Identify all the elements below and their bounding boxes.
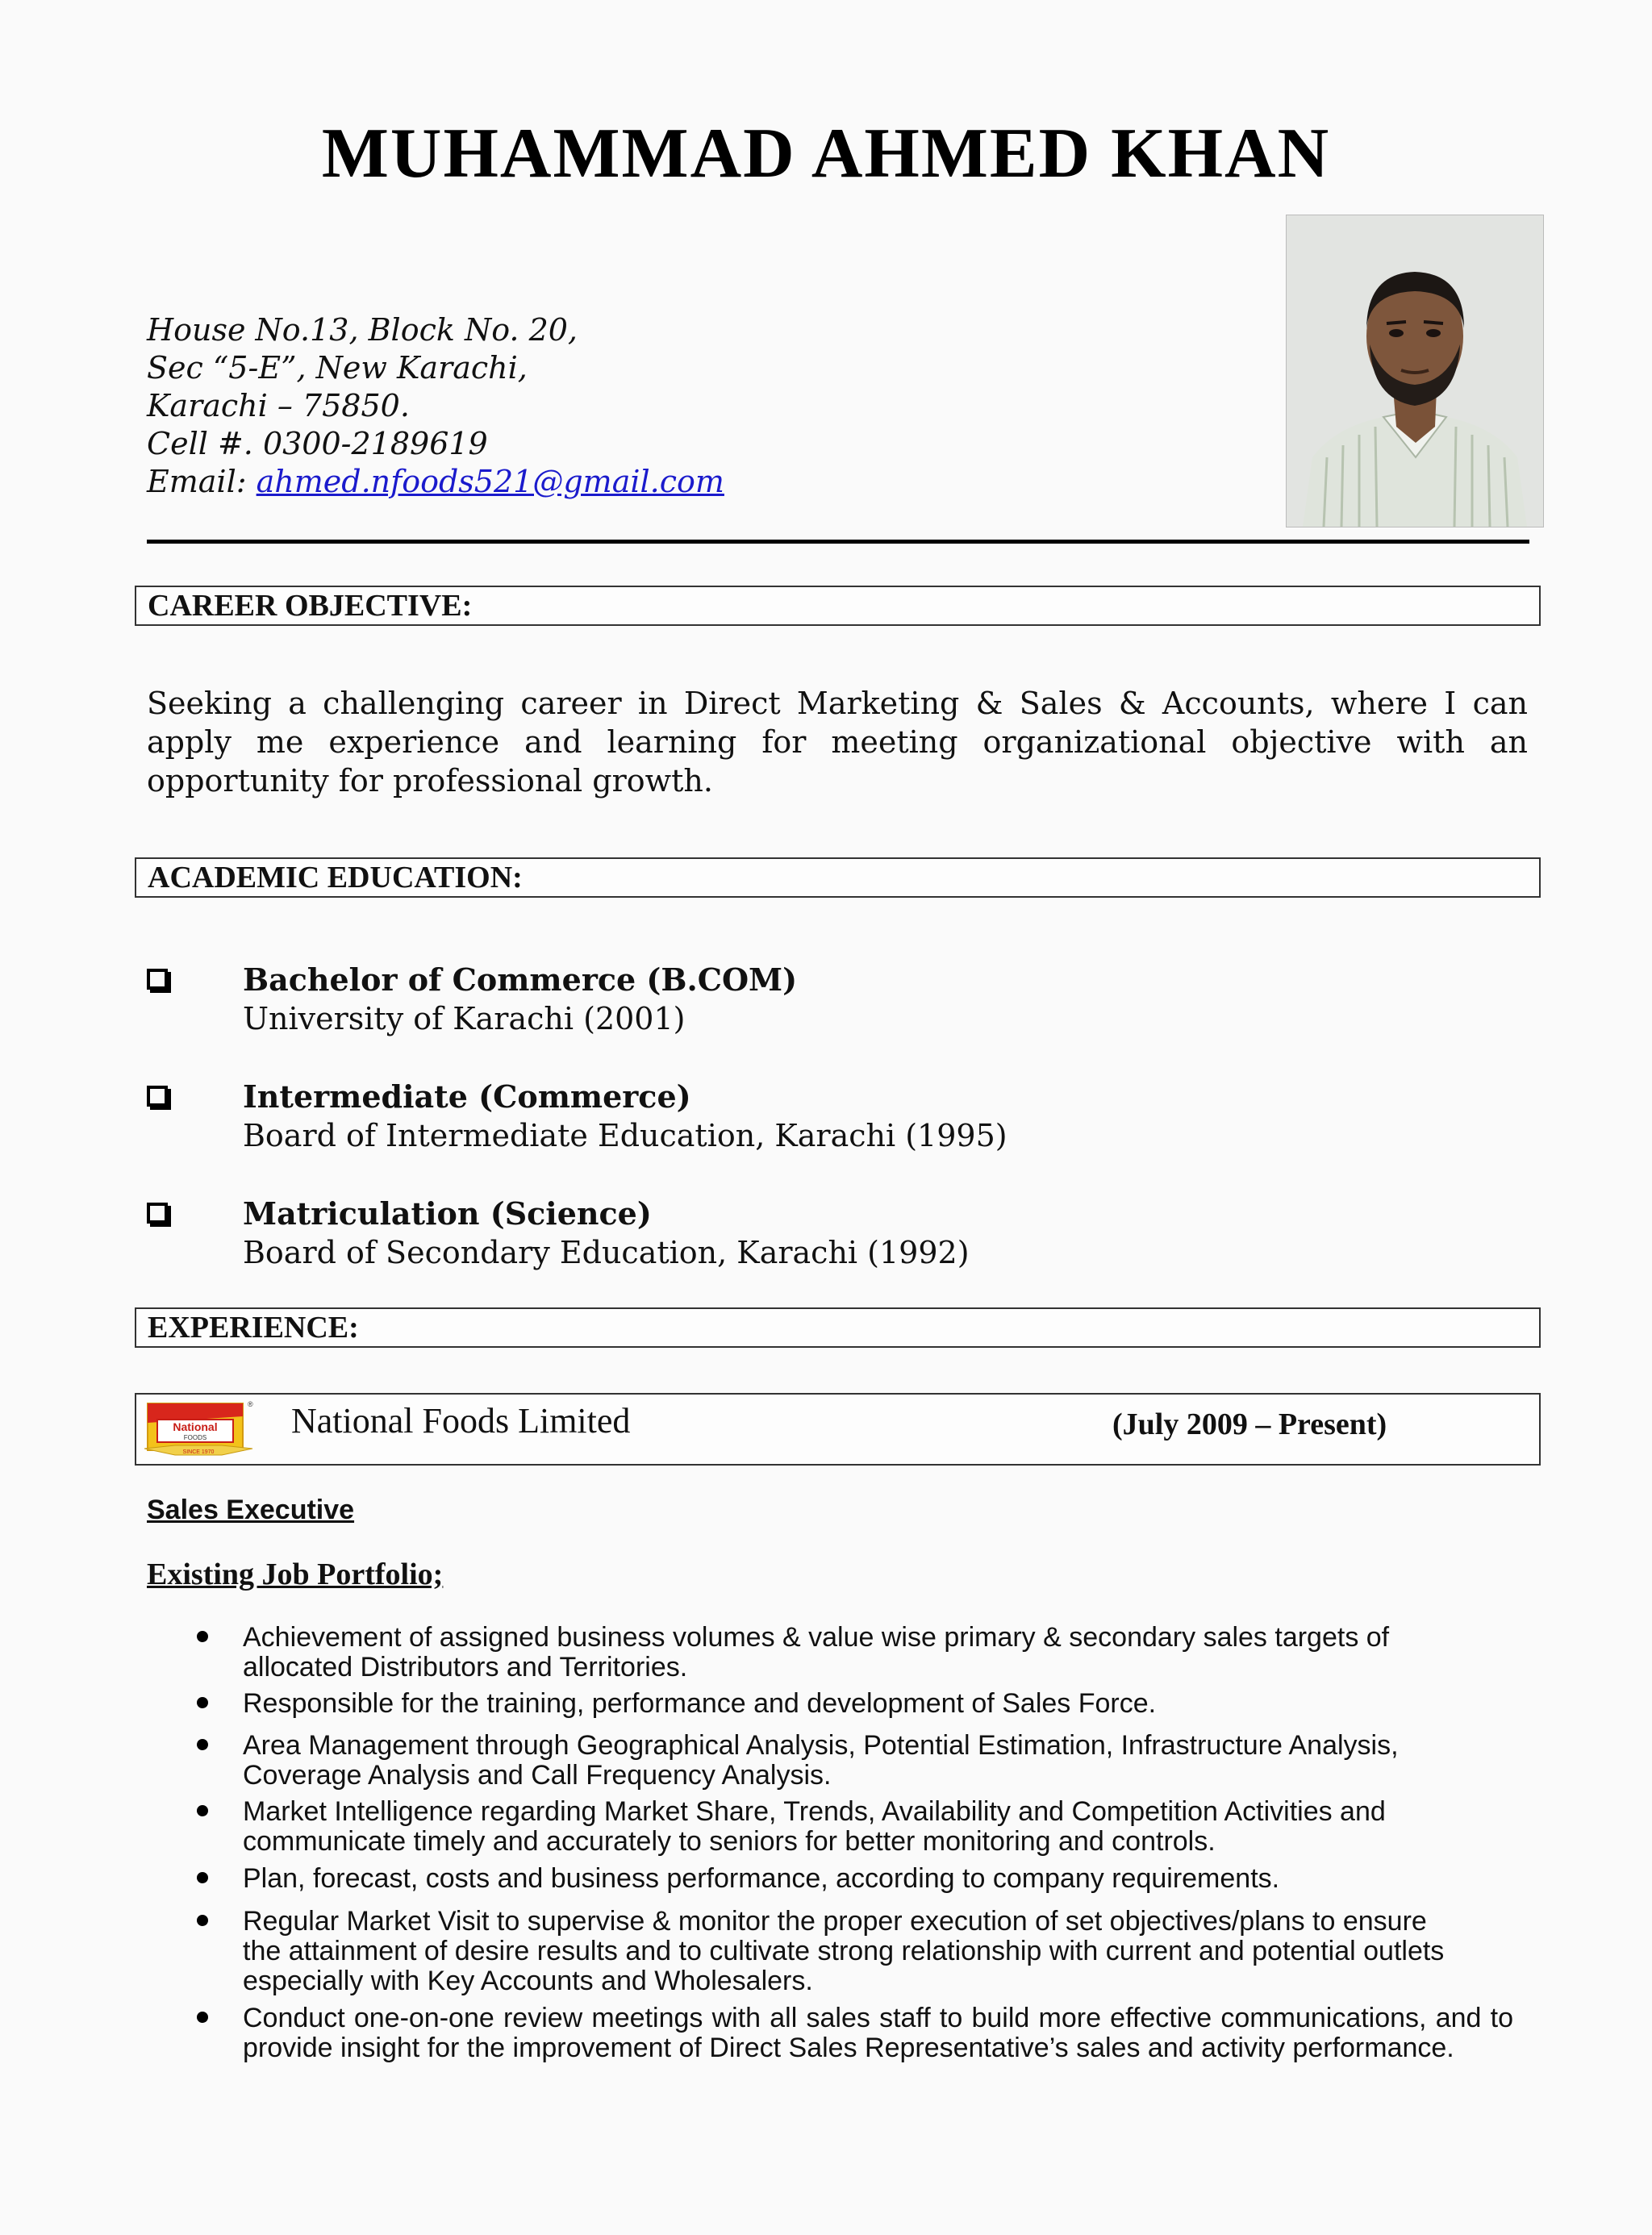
checkbox-bullet-icon xyxy=(147,1203,168,1224)
logo-sub: FOODS xyxy=(183,1434,207,1441)
bullet-icon xyxy=(197,1697,208,1708)
degree-title: Intermediate (Commerce) xyxy=(243,1078,691,1115)
email-line xyxy=(147,463,724,501)
address-line-3: Karachi – 75850. xyxy=(147,388,410,423)
portfolio-heading: Existing Job Portfolio; xyxy=(147,1557,444,1591)
bullet-icon xyxy=(197,1805,208,1816)
logo-registered-mark: ® xyxy=(248,1400,253,1408)
profile-photo xyxy=(1286,215,1544,527)
institution: Board of Secondary Education, Karachi (1992) xyxy=(243,1235,970,1270)
checkbox-bullet-icon xyxy=(147,969,168,990)
degree-title: Bachelor of Commerce (B.COM) xyxy=(243,961,798,998)
bullet-icon xyxy=(197,1915,208,1926)
duty-text: Achievement of assigned business volumes & value wise primary & secondary sales targets of allocated Distributors and Territories. xyxy=(243,1622,1390,1683)
address-line-2: Sec “5-E”, New Karachi, xyxy=(147,350,528,386)
duty-text: Responsible for the training, performance and development of Sales Force. xyxy=(243,1688,1157,1719)
bullet-icon xyxy=(197,1872,208,1883)
email-link[interactable]: ahmed.nfoods521@gmail.com xyxy=(256,464,724,499)
company-header xyxy=(135,1393,1541,1466)
national-foods-logo xyxy=(143,1399,254,1460)
duty-text: Market Intelligence regarding Market Share, Trends, Availability and Competition Activities and communicate timely and accurately to seniors for better monitoring and controls. xyxy=(243,1796,1386,1857)
job-title: Sales Executive xyxy=(147,1495,355,1525)
contact-block xyxy=(147,311,724,501)
institution: University of Karachi (2001) xyxy=(243,1001,686,1036)
objective-text: Seeking a challenging career in Direct Marketing & Sales & Accounts, where I can apply me experience and learning for meeting organizational objective with an opportunity for professional growth. xyxy=(147,686,1528,799)
logo-since: SINCE 1970 xyxy=(182,1449,215,1455)
company-name: National Foods Limited xyxy=(291,1401,631,1441)
logo-word: National xyxy=(173,1420,218,1433)
email-label: Email: xyxy=(147,464,257,499)
checkbox-bullet-icon xyxy=(147,1086,168,1107)
employment-dates: (July 2009 – Present) xyxy=(1112,1407,1387,1441)
resume-name: MUHAMMAD AHMED KHAN xyxy=(321,115,1331,193)
bullet-icon xyxy=(197,2012,208,2023)
academic-education-heading: ACADEMIC EDUCATION: xyxy=(135,857,1541,898)
bullet-icon xyxy=(197,1739,208,1750)
cell-number: Cell #. 0300-2189619 xyxy=(147,426,488,461)
degree-title: Matriculation (Science) xyxy=(243,1195,652,1232)
duty-text: Plan, forecast, costs and business performance, according to company requirements. xyxy=(243,1863,1280,1894)
duty-text: Regular Market Visit to supervise & monitor the proper execution of set objectives/plans to ensure the attainment of desire results and to cultivate strong relationship with current and potential outlets especially with Key Accounts and Wholesalers. xyxy=(243,1906,1445,1996)
address-line-1: House No.13, Block No. 20, xyxy=(147,312,578,348)
experience-heading: EXPERIENCE: xyxy=(135,1307,1541,1348)
duty-text: Area Management through Geographical Analysis, Potential Estimation, Infrastructure Analysis, Coverage Analysis and Call Frequency Analysis. xyxy=(243,1730,1399,1791)
career-objective-heading: CAREER OBJECTIVE: xyxy=(135,586,1541,626)
header-divider xyxy=(147,540,1529,544)
institution: Board of Intermediate Education, Karachi (1995) xyxy=(243,1118,1007,1153)
duty-text: Conduct one-on-one review meetings with all sales staff to build more effective communications, and to provide insight for the improvement of Direct Sales Representative’s sales and activity performance. xyxy=(243,2003,1513,2063)
bullet-icon xyxy=(197,1631,208,1642)
